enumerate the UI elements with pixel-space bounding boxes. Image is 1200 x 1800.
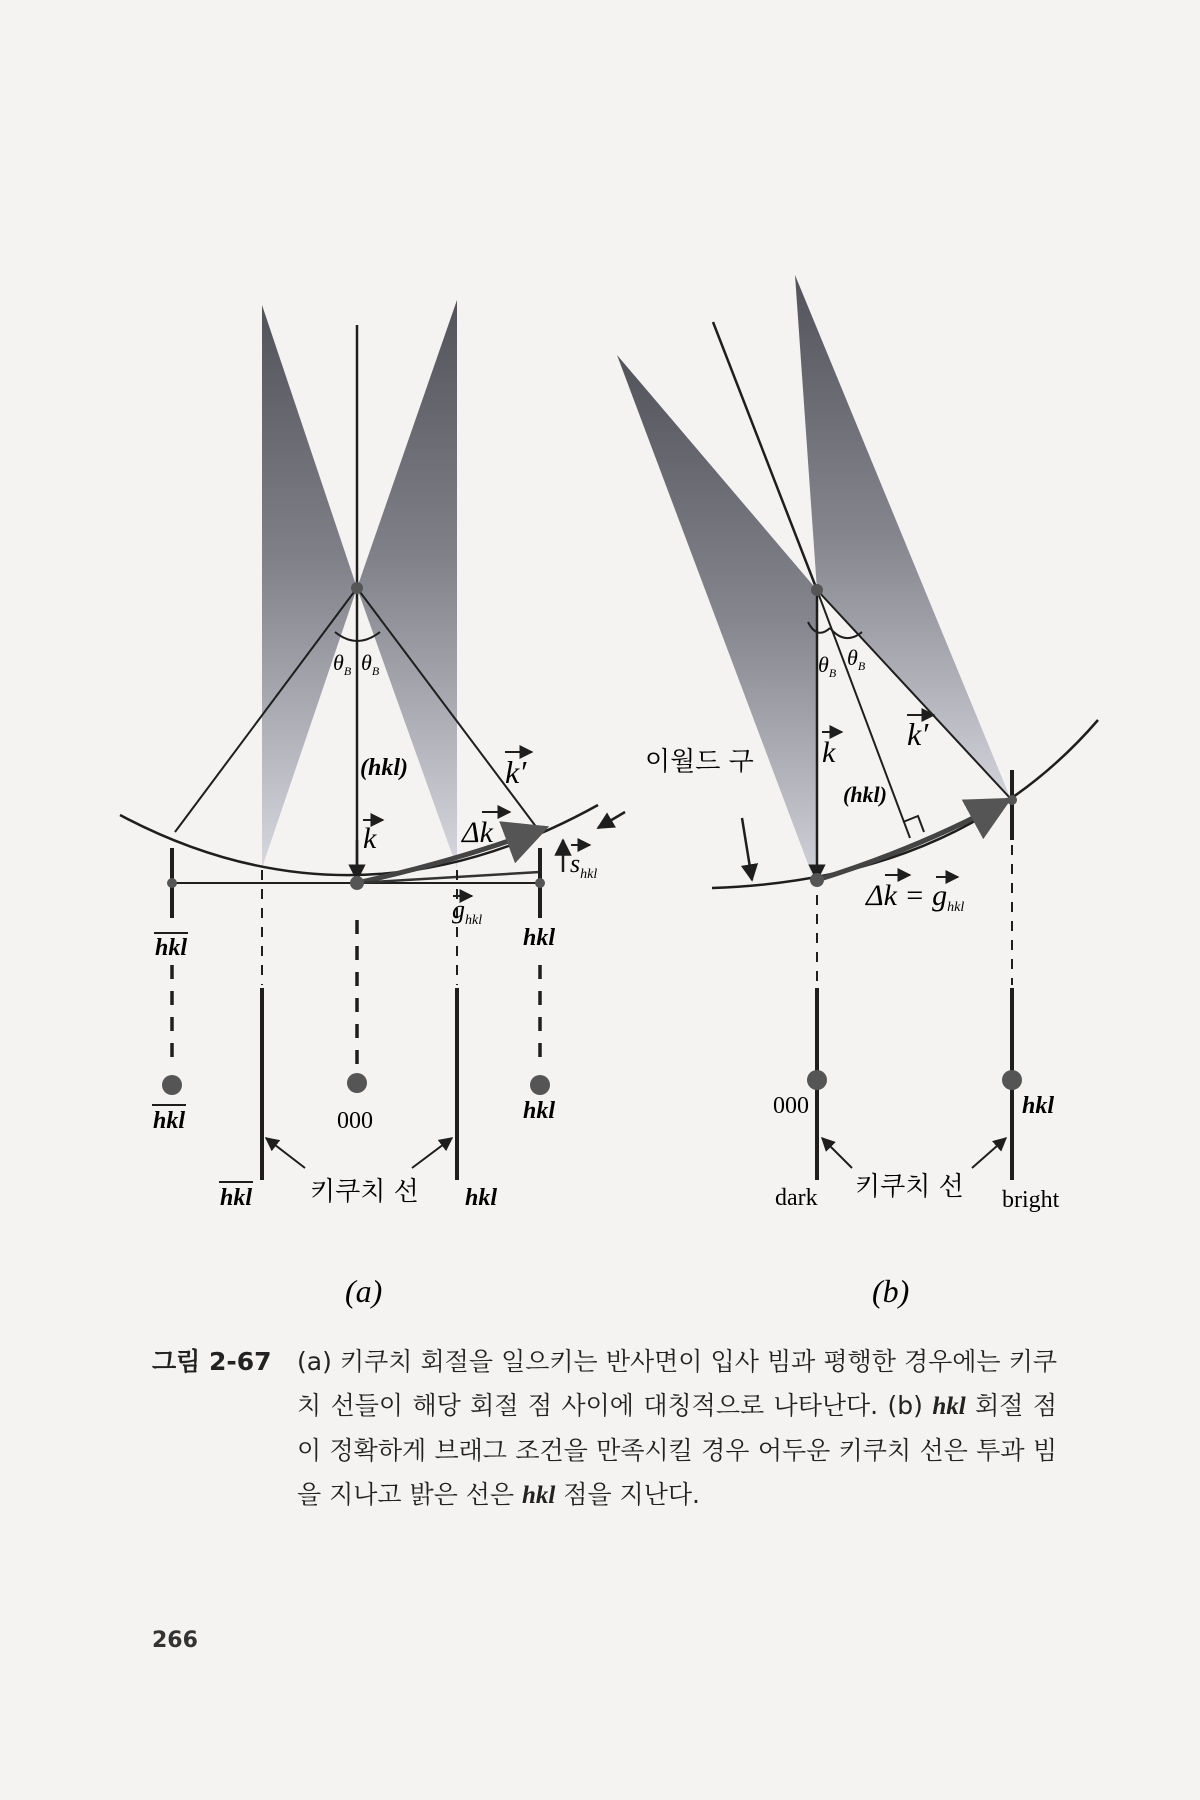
k-prime-label-b: k′ [907, 716, 929, 752]
kikuchi-left-label: hkl [220, 1185, 253, 1211]
theta-right-b: $\theta_B$ [847, 645, 866, 673]
crystal-point-b [811, 584, 823, 596]
theta-left-a: $\theta_B$ [333, 650, 352, 678]
s-label: $s_{hkl}$ [570, 849, 598, 882]
delta-k-label: Δk [462, 816, 493, 849]
kikuchi-arrow-left [266, 1138, 305, 1168]
panel-b [617, 275, 1098, 1309]
panel-b-tag: (b) [872, 1273, 910, 1309]
spot-center-label-b: 000 [773, 1093, 809, 1119]
spot-right-label-b: hkl [1022, 1093, 1055, 1119]
k-label-b: k [822, 736, 836, 769]
spot-left-label: hkl [153, 1108, 186, 1134]
plane-label-a: (hkl) [360, 755, 408, 781]
k-prime-label-a: k′ [505, 754, 527, 790]
panel-a [120, 300, 625, 1309]
kikuchi-right-label: hkl [465, 1185, 498, 1211]
cone-left [262, 305, 357, 868]
cone-right [357, 300, 457, 868]
dot-right-b [1007, 795, 1017, 805]
cone-left-b [617, 355, 817, 888]
cone-right-b [795, 275, 1012, 802]
k-label-a: k [363, 822, 377, 855]
ewald-label: 이월드 구 [645, 747, 754, 777]
plane-label-b: (hkl) [843, 782, 887, 807]
incident-arrow-a [598, 812, 625, 828]
kikuchi-arrow-dark [822, 1138, 852, 1168]
kikuchi-label-b: 키쿠치 선 [855, 1172, 964, 1202]
caption-text: (a) 키쿠치 회절을 일으키는 반사면이 입사 빔과 평행한 경우에는 키쿠치 선들이 해당 회절 점 사이에 대칭적으로 나타난다. (b) hkl 회절 점이 정확하게 브래그 조건을 만족시킬 경우 어두운 키쿠치 선은 투과 빔을 지나고 밝은 선은 hkl 점을 지난다. [297, 1347, 1057, 1509]
g-vector-b [817, 800, 1008, 880]
g-label: $g_{hkl}$ [452, 895, 483, 928]
spot-center-b [807, 1070, 827, 1090]
ewald-arc-a [120, 805, 598, 875]
bright-label: bright [1002, 1187, 1060, 1213]
reflection-right-label: hkl [523, 925, 556, 951]
page-number: 266 [152, 1628, 198, 1653]
reflection-left-label: hkl [155, 935, 188, 961]
crystal-point-a [351, 582, 363, 594]
kikuchi-arrow-right [412, 1138, 452, 1168]
spot-center-label: 000 [337, 1108, 373, 1134]
spot-right [530, 1075, 550, 1095]
spot-right-label: hkl [523, 1098, 556, 1124]
kikuchi-arrow-bright [972, 1138, 1006, 1168]
panel-a-tag: (a) [345, 1273, 383, 1309]
dot-right [535, 878, 545, 888]
theta-right-a: $\theta_B$ [361, 650, 380, 678]
kikuchi-label-a: 키쿠치 선 [310, 1177, 419, 1207]
equation-label: $\Delta k = g_{hkl}$ [866, 879, 965, 915]
incident-arrow-b [742, 818, 752, 880]
theta-left-b: $\theta_B$ [818, 652, 837, 680]
spot-left [162, 1075, 182, 1095]
dark-label: dark [775, 1185, 818, 1211]
dot-center [350, 876, 364, 890]
dot-left [167, 878, 177, 888]
spot-center [347, 1073, 367, 1093]
dot-center-b [810, 873, 824, 887]
caption-label: 그림 2-67 [152, 1347, 272, 1376]
spot-right-b [1002, 1070, 1022, 1090]
